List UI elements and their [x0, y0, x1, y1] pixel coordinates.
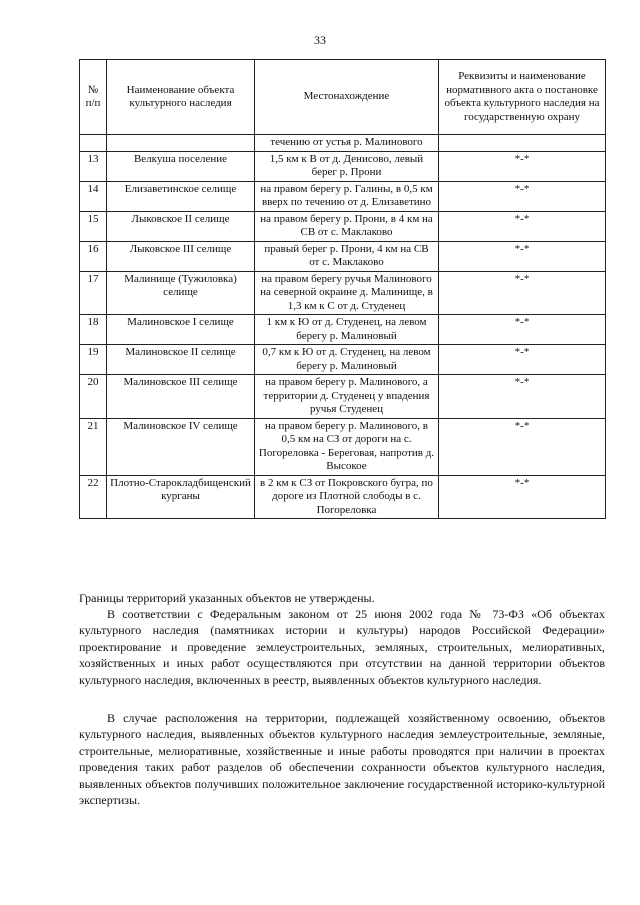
row-location: на правом берегу р. Прони, в 4 км на СВ от с. Маклаково: [255, 211, 439, 241]
row-location: на правом берегу р. Малинового, а территории д. Студенец у впадения ручья Студенец: [255, 375, 439, 419]
row-requisites: *-*: [439, 475, 606, 519]
row-location: течению от устья р. Малинового: [255, 135, 439, 152]
row-number: 16: [80, 241, 107, 271]
row-object-name: Лыковское II селище: [107, 211, 255, 241]
header-object-name: Наименование объекта культурного наследия: [107, 60, 255, 135]
row-number: 15: [80, 211, 107, 241]
table-row: [80, 375, 606, 419]
row-requisites: *-*: [439, 181, 606, 211]
row-object-name: Малиновское III селище: [107, 375, 255, 419]
row-object-name: Велкуша поселение: [107, 151, 255, 181]
row-location: в 2 км к СЗ от Покровского бугра, по дороге из Плотной слободы в с. Погореловка: [255, 475, 439, 519]
row-number: 14: [80, 181, 107, 211]
row-object-name: [107, 135, 255, 152]
paragraph-borders: Границы территорий указанных объектов не утверждены.: [79, 591, 375, 605]
table-row: [80, 135, 606, 152]
table-body: [80, 135, 606, 519]
row-number: 18: [80, 315, 107, 345]
row-requisites: *-*: [439, 211, 606, 241]
row-location: на правом берегу р. Малинового, в 0,5 км на СЗ от дороги на с. Погореловка - Береговая, напротив д. Высокое: [255, 418, 439, 475]
header-requisites: Реквизиты и наименование нормативного акта о постановке объекта культурного наследия на государственную охрану: [439, 60, 606, 135]
row-location: на правом берегу р. Галины, в 0,5 км вверх по течению от д. Елизаветино: [255, 181, 439, 211]
table-row: [80, 418, 606, 475]
row-requisites: *-*: [439, 418, 606, 475]
header-number: № п/п: [80, 60, 107, 135]
table-row: [80, 211, 606, 241]
row-requisites: *-*: [439, 151, 606, 181]
row-object-name: Малиновское I селище: [107, 315, 255, 345]
row-requisites: *-*: [439, 375, 606, 419]
row-number: 19: [80, 345, 107, 375]
heritage-objects-table: [79, 59, 606, 519]
row-object-name: Малиновское IV селище: [107, 418, 255, 475]
table-row: [80, 241, 606, 271]
paragraph-federal-law: В соответствии с Федеральным законом от 25 июня 2002 года № 73-ФЗ «Об объектах культурного наследия (памятниках истории и культуры) народов Российской Федерации» проектирование и проведение землеустроительных, земляных, строительных, мелиоративных, хозяйственных и иных работ осуществляются при отсутствии на данной территории объектов культурного наследия, включенных в реестр, выявленных объектов культурного наследия.: [79, 607, 605, 687]
table-row: [80, 271, 606, 315]
row-location: на правом берегу ручья Малинового на северной окраине д. Малинище, в 1,3 км к С от д. Студенец: [255, 271, 439, 315]
row-object-name: Малиновское II селище: [107, 345, 255, 375]
row-location: 1 км к Ю от д. Студенец, на левом берегу р. Малиновый: [255, 315, 439, 345]
table-header-row: [80, 60, 606, 135]
page-number: 33: [314, 33, 326, 47]
header-location: Местонахождение: [255, 60, 439, 135]
row-number: 21: [80, 418, 107, 475]
row-location: 1,5 км к В от д. Денисово, левый берег р. Прони: [255, 151, 439, 181]
table-row: [80, 181, 606, 211]
row-number: 22: [80, 475, 107, 519]
row-object-name: Лыковское III селище: [107, 241, 255, 271]
row-number: 20: [80, 375, 107, 419]
row-object-name: Елизаветинское селище: [107, 181, 255, 211]
row-requisites: *-*: [439, 241, 606, 271]
row-number: 17: [80, 271, 107, 315]
table-row: [80, 345, 606, 375]
row-requisites: *-*: [439, 345, 606, 375]
row-requisites: *-*: [439, 315, 606, 345]
table-row: [80, 475, 606, 519]
row-location: правый берег р. Прони, 4 км на СВ от с. Маклаково: [255, 241, 439, 271]
table-row: [80, 315, 606, 345]
row-number: [80, 135, 107, 152]
row-object-name: Малинище (Тужиловка) селище: [107, 271, 255, 315]
table-row: [80, 151, 606, 181]
row-location: 0,7 км к Ю от д. Студенец, на левом берегу р. Малиновый: [255, 345, 439, 375]
row-requisites: *-*: [439, 271, 606, 315]
row-object-name: Плотно-Старокладбищенский курганы: [107, 475, 255, 519]
row-requisites: [439, 135, 606, 152]
row-number: 13: [80, 151, 107, 181]
paragraph-economic-development: В случае расположения на территории, подлежащей хозяйственному освоению, объектов культурного наследия, выявленных объектов культурного наследия землеустроительные, земляные, строительные, мелиоративные, хозяйственные и иные работы проводятся при наличии в проектах проведения таких работ разделов об обеспечении сохранности объектов культурного наследия, выявленных объектов получивших положительное заключение государственной историко-культурной экспертизы.: [79, 711, 605, 808]
